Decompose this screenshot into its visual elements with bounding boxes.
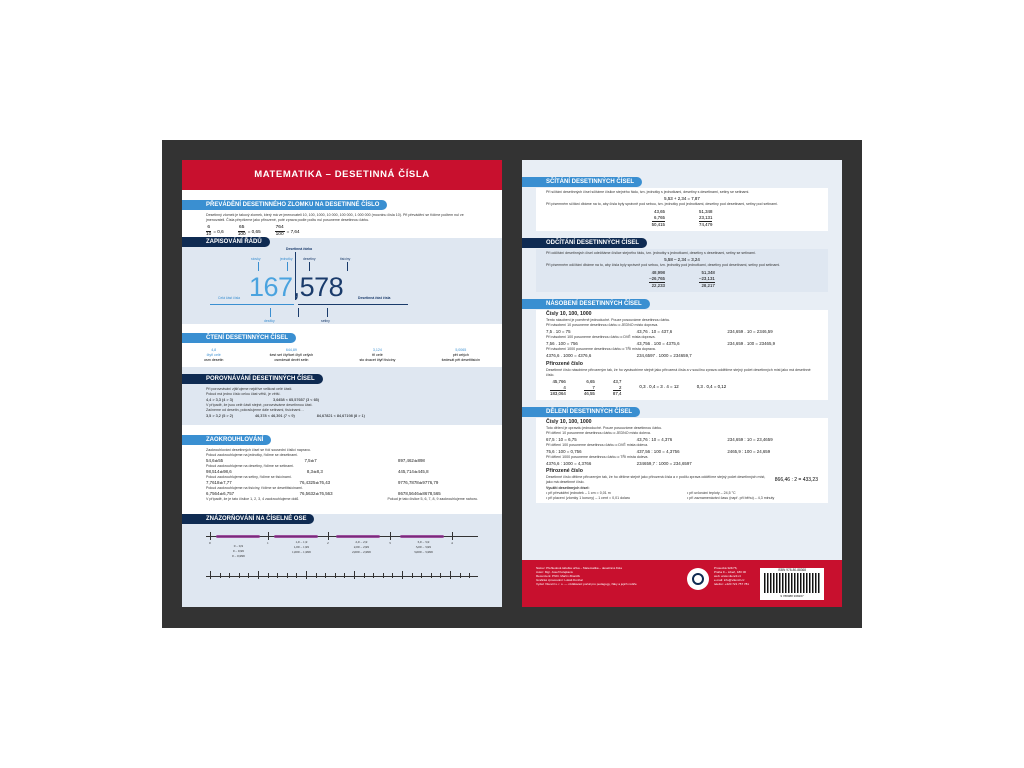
axis-label-3: 3 bbox=[389, 541, 391, 545]
number-line-tick bbox=[210, 571, 211, 579]
usage-item-3: • při určování teploty – 24,5 °C bbox=[687, 490, 736, 495]
number-line-tick bbox=[450, 571, 451, 579]
division-subtitle-2: Přirozené číslo bbox=[546, 467, 583, 474]
division-section bbox=[536, 418, 828, 503]
rounding-section bbox=[182, 428, 502, 502]
section-head-division: DĚLENÍ DESETINNÝCH ČÍSEL bbox=[522, 407, 640, 417]
place-value-number: 167,578 bbox=[249, 272, 344, 302]
number-line-tick bbox=[364, 573, 365, 578]
number-line-tick bbox=[392, 573, 393, 578]
addition-section bbox=[536, 188, 828, 231]
section-head-rounding: ZAOKROUHLOVÁNÍ bbox=[182, 435, 271, 445]
multiplication-row-1: 7,5 . 10 = 75 43,76 . 10 = 437,6 234,659 . 10 = 2346,59 bbox=[546, 329, 773, 334]
multiplication-column-1: 45,766 4 183,064 bbox=[550, 379, 566, 396]
multiplication-text-3: Při násobení 100 posuneme desetinnou čárku o DVĚ místa doprava. bbox=[546, 335, 656, 339]
publisher-logo bbox=[687, 568, 709, 590]
addition-text-1: Při sčítání desetinných čísel sčítáme číslice stejného řádu, tzn. jednotky s jednotkami, desetiny s desetinami, setiny se setinami. bbox=[546, 190, 750, 194]
subtraction-text-2: Při písemném odčítání dbáme na to, aby čísla byly správně pod sebou, tzn. jednotky pod jednotkami, desetiny pod desetinami, setiny pod setinami. bbox=[546, 263, 781, 267]
comparing-text-3: V případě, že jsou celé části stejné, porovnáváme desetinnou část. bbox=[206, 403, 313, 407]
barcode-digits: 9 788088 368267 bbox=[780, 594, 804, 598]
section-head-conversion: PŘEVÁDĚNÍ DESETINNÉHO ZLOMKU NA DESETINNÉ ČÍSLO bbox=[182, 200, 387, 210]
number-line-tick bbox=[335, 573, 336, 578]
comparing-example-2: 3,6458 < 65,57657 (3 < 65) bbox=[273, 398, 320, 402]
footer-address: Prosecká 324/76, Praha 9 – Libeň, 180 00 web: www.vilencil.cz e-mail: info@vilencil.cz telefon: +420 721 757 781 bbox=[714, 566, 749, 586]
reading-item-1: 4,8 čtyři celé osm desetin bbox=[204, 348, 224, 362]
multiplication-row-2: 7,56 . 100 = 756 43,756 . 100 = 4375,6 234,659 . 100 = 23465,9 bbox=[546, 341, 776, 346]
addition-column-1: 43,65 6,765 50,415 bbox=[651, 209, 665, 227]
multiplication-column-2: 6,65 7 46,55 bbox=[583, 379, 595, 396]
comparing-text-4: Začneme od desetin, pokračujeme dále setinami, tisícinami… bbox=[206, 408, 304, 412]
subtraction-column-2: 51,348 –23,131 28,217 bbox=[699, 270, 715, 288]
fraction-3-result: = 7,64 bbox=[286, 229, 300, 234]
multiplication-text-2: Při násobení 10 posuneme desetinnou čárku o JEDNO místo doprava. bbox=[546, 323, 659, 327]
axis-label-4: 4 bbox=[451, 541, 453, 545]
fraction-1-result: = 0,6 bbox=[213, 229, 224, 234]
axis-label-0: 0 bbox=[209, 541, 211, 545]
rounding-row-2: 98,514≐98,6 8,3≐8,3 445,714≐445,8 bbox=[206, 469, 429, 474]
reading-section bbox=[182, 326, 502, 363]
isbn-text: ISBN 978-80-88368 bbox=[777, 568, 807, 572]
reading-item-4: 5,0065 pět celých šedesát pět desetitisícin bbox=[441, 348, 480, 362]
rounding-text-2: Pokud zaokrouhlujeme na jednotky, řídíme se desetinami. bbox=[206, 453, 299, 457]
number-line-tick bbox=[316, 573, 317, 578]
number-line-tick bbox=[229, 573, 230, 578]
number-line-tick bbox=[460, 573, 461, 578]
division-subtitle-1: Čísly 10, 100, 1000 bbox=[546, 418, 592, 425]
rounding-text-5: Pokud zaokrouhlujeme na tisíciny, řídíme se desetitisícinami. bbox=[206, 486, 303, 490]
number-line-tick bbox=[383, 573, 384, 578]
addition-text-2: Při písemném sčítání dbáme na to, aby čísla byly správně pod sebou, tzn. jednotky pod jednotkami, desetiny pod desetinami, setiny pod setinami. bbox=[546, 202, 778, 206]
number-line-tick bbox=[277, 573, 278, 578]
division-row-3: 4376,6 : 1000 = 4,3766 234659,7 : 1000 = 234,6597 bbox=[546, 460, 692, 466]
comparing-text-2: Pokud má jedno číslo celou část větší, je větší. bbox=[206, 392, 281, 396]
comparing-example-5: 84,67821 < 84,67198 (8 > 1) bbox=[316, 414, 365, 418]
number-line-tick bbox=[469, 573, 470, 578]
section-head-number-line: ZNÁZORŇOVÁNÍ NA ČÍSELNÉ OSE bbox=[182, 514, 314, 524]
multiplication-subtitle-1: Čísly 10, 100, 1000 bbox=[546, 311, 592, 317]
range-2: 2,0 – 2,9 2,00 – 2,99 2,000 – 2,999 bbox=[352, 540, 371, 554]
section-head-place-values: ZAPISOVÁNÍ ŘÁDŮ bbox=[182, 237, 270, 247]
multiplication-column-3: 43,7 2 87,4 bbox=[612, 379, 622, 396]
section-head-comparing: POROVNÁVÁNÍ DESETINNÝCH ČÍSEL bbox=[182, 374, 323, 384]
section-head-subtraction: ODČÍTÁNÍ DESETINNÝCH ČÍSEL bbox=[522, 238, 647, 248]
rounding-text-up: Pokud je tato číslice 5, 6, 7, 8, 9 zaokrouhlujeme nahoru. bbox=[387, 497, 478, 501]
rounding-row-4: 6,7564≐6,757 76,5632≐76,563 8678,5646≐8678,565 bbox=[206, 491, 441, 496]
rounding-text-4: Pokud zaokrouhlujeme na setiny, řídíme se tisícinami. bbox=[206, 475, 292, 479]
multiplication-section bbox=[536, 310, 828, 400]
right-sheet bbox=[522, 160, 842, 607]
range-1: 1,0 – 1,9 1,00 – 1,99 1,000 – 1,999 bbox=[292, 540, 311, 554]
conversion-text: Desetinný zlomek je takový zlomek, který má ve jmenovateli 10, 100, 1000, 10 000, 100 000, 1 000 000 (mocninu čísla 10). Při převádění se řídíme počtem nul ve jmenovateli. Čísla přepíšeme jako přirozené, poté zprava podle počtu nul posuneme desetinnou čárku. bbox=[206, 213, 464, 222]
label-decimal-part: Desetinná část čísla bbox=[358, 296, 391, 300]
multiplication-example-decimal-2: 0,3 . 0,4 = 0,12 bbox=[696, 384, 727, 389]
comparing-text-1: Při porovnávání zjišťujeme nejdříve velikost celé části. bbox=[206, 387, 293, 391]
number-line-tick bbox=[248, 573, 249, 578]
footer bbox=[522, 560, 842, 607]
reading-item-3: 3,124 tři celé sto dvacet čtyři tisíciny bbox=[359, 348, 396, 362]
label-hundredths: setiny bbox=[321, 319, 330, 323]
number-line-tick bbox=[268, 573, 269, 578]
rounding-text-1: Zaokrouhlování desetinných čísel se řídí sousední číslicí napravo. bbox=[206, 448, 311, 452]
rounding-text-3: Pokud zaokrouhlujeme na desetiny, řídíme se setinami. bbox=[206, 464, 295, 468]
range-0: 0 – 0,9 0 – 0,99 0 – 0,999 bbox=[232, 544, 245, 558]
addition-column-2: 51,348 23,131 74,479 bbox=[699, 209, 713, 227]
addition-example: 5,53 + 2,34 = 7,87 bbox=[664, 196, 700, 201]
reading-examples bbox=[182, 344, 502, 363]
label-tenths: desetiny bbox=[303, 257, 316, 261]
number-line-tick bbox=[354, 571, 355, 579]
main-title: MATEMATIKA – DESETINNÁ ČÍSLA bbox=[182, 160, 502, 190]
division-example: 866,46 : 2 = 433,23 bbox=[774, 476, 818, 483]
rounding-row-3: 7,7618≐7,77 76,4325≐76,43 9776,7878≐9776,79 bbox=[206, 480, 439, 485]
subtraction-text-1: Při odčítání desetinných čísel odečítáme číslice stejného řádu, tzn. jednotky s jednotkami, desetiny s desetinami, setiny se setinami. bbox=[546, 251, 756, 255]
number-line-tick bbox=[220, 573, 221, 578]
usage-item-4: • při zaznamenávání času (např. při běhu) – 4,3 minuty bbox=[687, 495, 775, 500]
number-line-tick bbox=[296, 573, 297, 578]
label-thousandths: tisíciny bbox=[340, 257, 351, 261]
comparing-example-1: 4,4 > 3,3 (4 > 3) bbox=[206, 398, 234, 402]
left-sheet bbox=[182, 160, 502, 607]
division-row-2: 75,6 : 100 = 0,756 437,56 : 100 = 4,3756 2465,9 : 100 = 24,659 bbox=[546, 448, 771, 454]
range-3: 3,0 – 3,9 3,00 – 3,99 3,000 – 3,999 bbox=[414, 540, 433, 554]
number-line-tick bbox=[373, 573, 374, 578]
number-line-tick bbox=[258, 571, 259, 579]
number-line-tick bbox=[440, 573, 441, 578]
section-head-addition: SČÍTÁNÍ DESETINNÝCH ČÍSEL bbox=[522, 177, 642, 187]
label-whole-part: Celá část čísla bbox=[218, 296, 241, 300]
multiplication-subtitle-2: Přirozené číslo bbox=[546, 361, 583, 367]
label-hundreds: stovky bbox=[251, 257, 261, 261]
multiplication-text-1: Tento násobení je poměrně jednoduché. Pouze posouváme desetinnou čárku. bbox=[546, 318, 671, 322]
fraction-2-result: = 0,65 bbox=[247, 229, 261, 234]
rounding-text-down: V případě, že je tato číslice 1, 2, 3, 4 zaokrouhlujeme dolů. bbox=[206, 497, 300, 501]
section-head-reading: ČTENÍ DESETINNÝCH ČÍSEL bbox=[182, 333, 296, 343]
section-head-multiplication: NÁSOBENÍ DESETINNÝCH ČÍSEL bbox=[522, 299, 650, 309]
fraction-3: $\frac{764}{100}$ bbox=[275, 225, 284, 237]
number-line-tick bbox=[287, 573, 288, 578]
division-text-4: Při dělení 1000 posuneme desetinnou čárku o TŘI místa doleva. bbox=[546, 454, 649, 459]
number-line-tick bbox=[421, 573, 422, 578]
multiplication-row-3: 4376,6 . 1000 = 4376,6 234,6597 . 1000 = 234659,7 bbox=[546, 353, 692, 358]
number-line-band bbox=[182, 514, 502, 607]
decimal-comma-label: Desetinná čárka bbox=[286, 247, 313, 251]
usage-item-2: • při placení (zlomky 1 koruny) – 1 cent = 0,01 dolaru bbox=[546, 495, 631, 500]
fraction-2: $\frac{65}{100}$ bbox=[237, 225, 246, 237]
number-line-tick bbox=[412, 573, 413, 578]
comparing-section bbox=[182, 367, 502, 419]
division-text-5: Desetinné číslo dělíme přirozeným tak, že ho dělíme stejně jako přirozená čísla a v podílu zprava oddělíme stejný počet desetinných míst, jako má desetinné číslo. bbox=[546, 474, 766, 484]
multiplication-text-4: Při násobení 1000 posuneme desetinnou čárku o TŘI místa doprava. bbox=[546, 347, 656, 351]
label-ones: jednotky bbox=[280, 257, 293, 261]
division-text-3: Při dělení 100 posuneme desetinnou čárku o DVĚ místa doleva. bbox=[546, 442, 649, 447]
comparing-example-3: 3,5 > 3,2 (5 > 2) bbox=[206, 414, 234, 418]
number-line-tick bbox=[431, 573, 432, 578]
number-line-tick bbox=[239, 573, 240, 578]
subtraction-example: 5,58 – 2,34 = 3,24 bbox=[664, 257, 700, 262]
subtraction-column-1: 48,998 –26,765 22,233 bbox=[649, 270, 665, 288]
fraction-1: $\frac{6}{10}$ bbox=[206, 225, 212, 237]
axis-label-2: 2 bbox=[327, 541, 329, 545]
rounding-row-1: 54,6≐55 7,5≐7 897,462≐898 bbox=[206, 458, 425, 463]
division-text-1: Toto dělení je opravdu jednoduché. Pouze posouváme desetinnou čárku. bbox=[546, 425, 663, 430]
axis-label-1: 1 bbox=[267, 541, 269, 545]
usage-heading: Využití desetinných čísel: bbox=[546, 485, 590, 490]
multiplication-example-decimal-1: 0,3 . 0,4 = 3 . 4 = 12 bbox=[639, 384, 679, 389]
usage-item-1: • při převádění jednotek – 1 cm = 0,01 m bbox=[546, 490, 611, 495]
label-tens: desítky bbox=[264, 319, 275, 323]
number-line-lower bbox=[206, 576, 478, 577]
reading-item-2: 644,89 šest set čtyřicet čtyři celých osmdesát devět setin bbox=[269, 348, 314, 362]
barcode bbox=[760, 568, 824, 600]
number-line-tick bbox=[325, 573, 326, 578]
number-line-tick bbox=[306, 571, 307, 579]
number-line-tick bbox=[402, 571, 403, 579]
footer-credits: Název: Přehledová tabulka učiva – Matematika – desetinná čísla Autor: Mgr. Josef Kolejkaná Recenzent: PhDr. Martin Zbaničk Grafické zpracování: Lukáš Donhal Vydal: Vilencil s. r. o. — vzdělávací portál pro pedagogy, žáky a jejich rodiče bbox=[536, 566, 637, 586]
division-row-1: 67,5 : 10 = 6,75 43,76 : 10 = 4,376 234,659 : 10 = 23,4659 bbox=[546, 436, 773, 442]
number-line-tick bbox=[344, 573, 345, 578]
barcode-bars bbox=[764, 573, 820, 593]
division-text-2: Při dělení 10 posuneme desetinnou čárku o JEDNO místo doleva. bbox=[546, 430, 651, 435]
comparing-example-4: 46,378 < 46,391 (7 < 9) bbox=[255, 414, 295, 418]
subtraction-section bbox=[536, 249, 828, 292]
multiplication-text-5: Desetinné číslo násobíme přirozeným tak, že ho vynásobíme stejně jako přirozená čísla a v součinu zprava oddělíme stejný počet desetinných míst jako má desetinné číslo. bbox=[546, 368, 811, 377]
